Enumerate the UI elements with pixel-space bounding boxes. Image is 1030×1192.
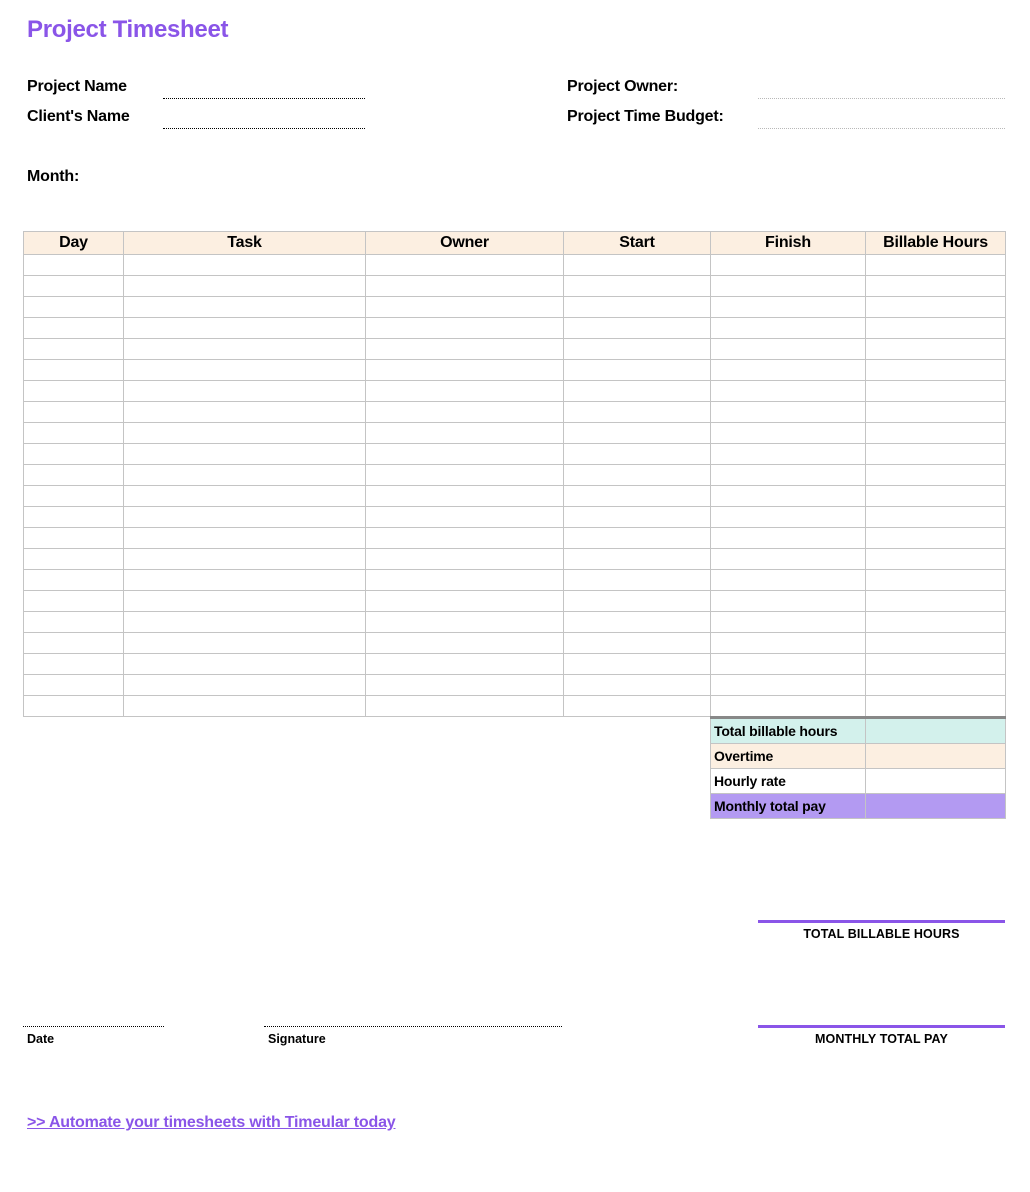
project-owner-label: Project Owner:	[567, 78, 679, 95]
table-cell[interactable]	[124, 318, 366, 339]
table-cell[interactable]	[366, 486, 564, 507]
table-row	[24, 675, 1006, 696]
table-cell[interactable]	[124, 486, 366, 507]
table-cell[interactable]	[564, 633, 711, 654]
table-cell[interactable]	[366, 549, 564, 570]
table-cell[interactable]	[866, 423, 1006, 444]
table-cell[interactable]	[366, 612, 564, 633]
table-cell[interactable]	[866, 633, 1006, 654]
table-cell[interactable]	[564, 339, 711, 360]
table-cell[interactable]	[24, 255, 124, 276]
clients-name-field[interactable]	[163, 128, 365, 129]
table-cell[interactable]	[366, 402, 564, 423]
table-cell[interactable]	[711, 402, 866, 423]
table-row	[24, 318, 1006, 339]
table-row	[24, 255, 1006, 276]
table-cell[interactable]	[366, 276, 564, 297]
project-name-field[interactable]	[163, 98, 365, 99]
table-cell[interactable]	[124, 507, 366, 528]
table-cell[interactable]	[124, 675, 366, 696]
table-cell[interactable]	[711, 528, 866, 549]
table-cell[interactable]	[124, 381, 366, 402]
table-cell[interactable]	[866, 339, 1006, 360]
table-cell[interactable]	[24, 423, 124, 444]
table-cell[interactable]	[564, 591, 711, 612]
month-label: Month:	[27, 168, 80, 185]
header-task: Task	[124, 232, 366, 255]
table-cell[interactable]	[124, 591, 366, 612]
table-cell[interactable]	[711, 654, 866, 675]
table-cell[interactable]	[24, 465, 124, 486]
table-cell[interactable]	[564, 381, 711, 402]
table-cell[interactable]	[711, 507, 866, 528]
table-cell[interactable]	[124, 696, 366, 717]
table-cell[interactable]	[124, 276, 366, 297]
table-cell[interactable]	[24, 276, 124, 297]
table-header-row	[24, 232, 1006, 255]
project-time-budget-label: Project Time Budget:	[567, 108, 724, 125]
table-cell[interactable]	[564, 297, 711, 318]
table-cell[interactable]	[564, 276, 711, 297]
table-cell[interactable]	[866, 318, 1006, 339]
table-cell[interactable]	[711, 360, 866, 381]
table-cell[interactable]	[866, 549, 1006, 570]
table-cell[interactable]	[711, 318, 866, 339]
table-cell[interactable]	[24, 570, 124, 591]
table-row	[24, 486, 1006, 507]
table-cell[interactable]	[124, 633, 366, 654]
total-billable-hours-value[interactable]	[866, 718, 1006, 744]
total-billable-hours-label: Total billable hours	[711, 718, 866, 744]
table-cell[interactable]	[564, 528, 711, 549]
table-cell[interactable]	[564, 255, 711, 276]
table-cell[interactable]	[366, 633, 564, 654]
table-cell[interactable]	[124, 612, 366, 633]
date-label: Date	[27, 1032, 55, 1046]
table-cell[interactable]	[866, 297, 1006, 318]
table-cell[interactable]	[124, 423, 366, 444]
summary-row-overtime	[711, 744, 1006, 769]
table-cell[interactable]	[24, 297, 124, 318]
table-cell[interactable]	[564, 423, 711, 444]
table-cell[interactable]	[564, 318, 711, 339]
table-cell[interactable]	[24, 696, 124, 717]
table-cell[interactable]	[366, 654, 564, 675]
table-cell[interactable]	[24, 654, 124, 675]
monthly-total-pay-line[interactable]	[758, 1025, 1005, 1028]
table-cell[interactable]	[366, 507, 564, 528]
table-row	[24, 402, 1006, 423]
table-cell[interactable]	[866, 591, 1006, 612]
table-cell[interactable]	[366, 255, 564, 276]
table-cell[interactable]	[866, 444, 1006, 465]
table-cell[interactable]	[24, 591, 124, 612]
table-cell[interactable]	[866, 486, 1006, 507]
table-cell[interactable]	[866, 528, 1006, 549]
table-cell[interactable]	[24, 360, 124, 381]
summary-row-hourly-rate	[711, 769, 1006, 794]
project-time-budget-field[interactable]	[758, 128, 1005, 129]
table-cell[interactable]	[24, 528, 124, 549]
table-cell[interactable]	[564, 486, 711, 507]
table-cell[interactable]	[366, 339, 564, 360]
table-cell[interactable]	[866, 654, 1006, 675]
table-cell[interactable]	[124, 528, 366, 549]
table-cell[interactable]	[124, 444, 366, 465]
table-cell[interactable]	[564, 507, 711, 528]
table-cell[interactable]	[564, 402, 711, 423]
header-day: Day	[24, 232, 124, 255]
table-cell[interactable]	[124, 549, 366, 570]
table-cell[interactable]	[711, 444, 866, 465]
table-cell[interactable]	[366, 318, 564, 339]
total-billable-hours-line[interactable]	[758, 920, 1005, 923]
table-row	[24, 612, 1006, 633]
table-cell[interactable]	[124, 360, 366, 381]
table-cell[interactable]	[866, 612, 1006, 633]
hourly-rate-value[interactable]	[866, 769, 1006, 794]
table-cell[interactable]	[24, 675, 124, 696]
table-cell[interactable]	[711, 297, 866, 318]
table-cell[interactable]	[564, 465, 711, 486]
table-row	[24, 591, 1006, 612]
table-cell[interactable]	[366, 528, 564, 549]
signature-label: Signature	[268, 1032, 326, 1046]
table-cell[interactable]	[124, 297, 366, 318]
table-cell[interactable]	[564, 444, 711, 465]
table-cell[interactable]	[866, 696, 1006, 717]
table-cell[interactable]	[366, 360, 564, 381]
table-cell[interactable]	[711, 255, 866, 276]
table-cell[interactable]	[866, 507, 1006, 528]
table-cell[interactable]	[866, 276, 1006, 297]
overtime-label: Overtime	[711, 744, 866, 769]
table-row	[24, 339, 1006, 360]
table-body	[24, 255, 1006, 717]
table-cell[interactable]	[711, 570, 866, 591]
signature-field[interactable]	[264, 1026, 562, 1027]
header-start: Start	[564, 232, 711, 255]
page-title: Project Timesheet	[27, 16, 229, 43]
table-row	[24, 276, 1006, 297]
table-cell[interactable]	[711, 549, 866, 570]
table-cell[interactable]	[24, 612, 124, 633]
table-cell[interactable]	[124, 339, 366, 360]
monthly-total-pay-label: Monthly total pay	[711, 794, 866, 819]
table-cell[interactable]	[711, 381, 866, 402]
table-cell[interactable]	[366, 591, 564, 612]
table-cell[interactable]	[366, 675, 564, 696]
table-cell[interactable]	[24, 633, 124, 654]
overtime-value[interactable]	[866, 744, 1006, 769]
table-cell[interactable]	[711, 591, 866, 612]
table-cell[interactable]	[866, 570, 1006, 591]
table-cell[interactable]	[366, 696, 564, 717]
table-cell[interactable]	[124, 654, 366, 675]
table-cell[interactable]	[564, 549, 711, 570]
table-cell[interactable]	[24, 444, 124, 465]
header-finish: Finish	[711, 232, 866, 255]
summary-table	[710, 716, 1006, 819]
table-cell[interactable]	[711, 612, 866, 633]
table-cell[interactable]	[711, 276, 866, 297]
table-cell[interactable]	[711, 423, 866, 444]
table-cell[interactable]	[366, 570, 564, 591]
table-cell[interactable]	[366, 465, 564, 486]
table-cell[interactable]	[24, 339, 124, 360]
table-cell[interactable]	[564, 570, 711, 591]
timeular-link[interactable]: >> Automate your timesheets with Timeular today	[27, 1114, 396, 1131]
table-cell[interactable]	[24, 486, 124, 507]
table-row	[24, 549, 1006, 570]
table-cell[interactable]	[366, 423, 564, 444]
table-cell[interactable]	[711, 696, 866, 717]
table-cell[interactable]	[564, 696, 711, 717]
table-cell[interactable]	[124, 255, 366, 276]
header-billable-hours: Billable Hours	[866, 232, 1006, 255]
table-row	[24, 381, 1006, 402]
table-cell[interactable]	[564, 360, 711, 381]
table-cell[interactable]	[711, 675, 866, 696]
table-row	[24, 465, 1006, 486]
table-cell[interactable]	[366, 297, 564, 318]
table-row	[24, 696, 1006, 717]
table-cell[interactable]	[866, 381, 1006, 402]
table-cell[interactable]	[124, 465, 366, 486]
date-field[interactable]	[23, 1026, 164, 1027]
table-cell[interactable]	[24, 381, 124, 402]
table-cell[interactable]	[711, 339, 866, 360]
table-cell[interactable]	[564, 675, 711, 696]
table-row	[24, 654, 1006, 675]
header-owner: Owner	[366, 232, 564, 255]
table-row	[24, 507, 1006, 528]
hourly-rate-label: Hourly rate	[711, 769, 866, 794]
table-cell[interactable]	[866, 402, 1006, 423]
table-cell[interactable]	[866, 360, 1006, 381]
project-owner-field[interactable]	[758, 98, 1005, 99]
table-cell[interactable]	[866, 465, 1006, 486]
monthly-total-pay-caption: MONTHLY TOTAL PAY	[815, 1032, 948, 1046]
table-cell[interactable]	[124, 570, 366, 591]
clients-name-label: Client's Name	[27, 108, 130, 125]
summary-row-total-billable-hours	[711, 718, 1006, 744]
table-cell[interactable]	[711, 486, 866, 507]
table-cell[interactable]	[366, 444, 564, 465]
table-row	[24, 444, 1006, 465]
table-cell[interactable]	[366, 381, 564, 402]
table-cell[interactable]	[24, 507, 124, 528]
table-cell[interactable]	[866, 255, 1006, 276]
table-cell[interactable]	[124, 402, 366, 423]
monthly-total-pay-value[interactable]	[866, 794, 1006, 819]
table-row	[24, 633, 1006, 654]
table-cell[interactable]	[711, 633, 866, 654]
total-billable-hours-caption: TOTAL BILLABLE HOURS	[803, 927, 960, 941]
table-row	[24, 423, 1006, 444]
table-row	[24, 360, 1006, 381]
summary-row-monthly-total-pay	[711, 794, 1006, 819]
project-name-label: Project Name	[27, 78, 127, 95]
table-cell[interactable]	[866, 675, 1006, 696]
timesheet-table	[23, 231, 1006, 717]
table-row	[24, 297, 1006, 318]
table-row	[24, 528, 1006, 549]
table-cell[interactable]	[24, 318, 124, 339]
table-cell[interactable]	[564, 654, 711, 675]
table-row	[24, 570, 1006, 591]
table-cell[interactable]	[711, 465, 866, 486]
table-cell[interactable]	[24, 549, 124, 570]
table-cell[interactable]	[24, 402, 124, 423]
table-cell[interactable]	[564, 612, 711, 633]
